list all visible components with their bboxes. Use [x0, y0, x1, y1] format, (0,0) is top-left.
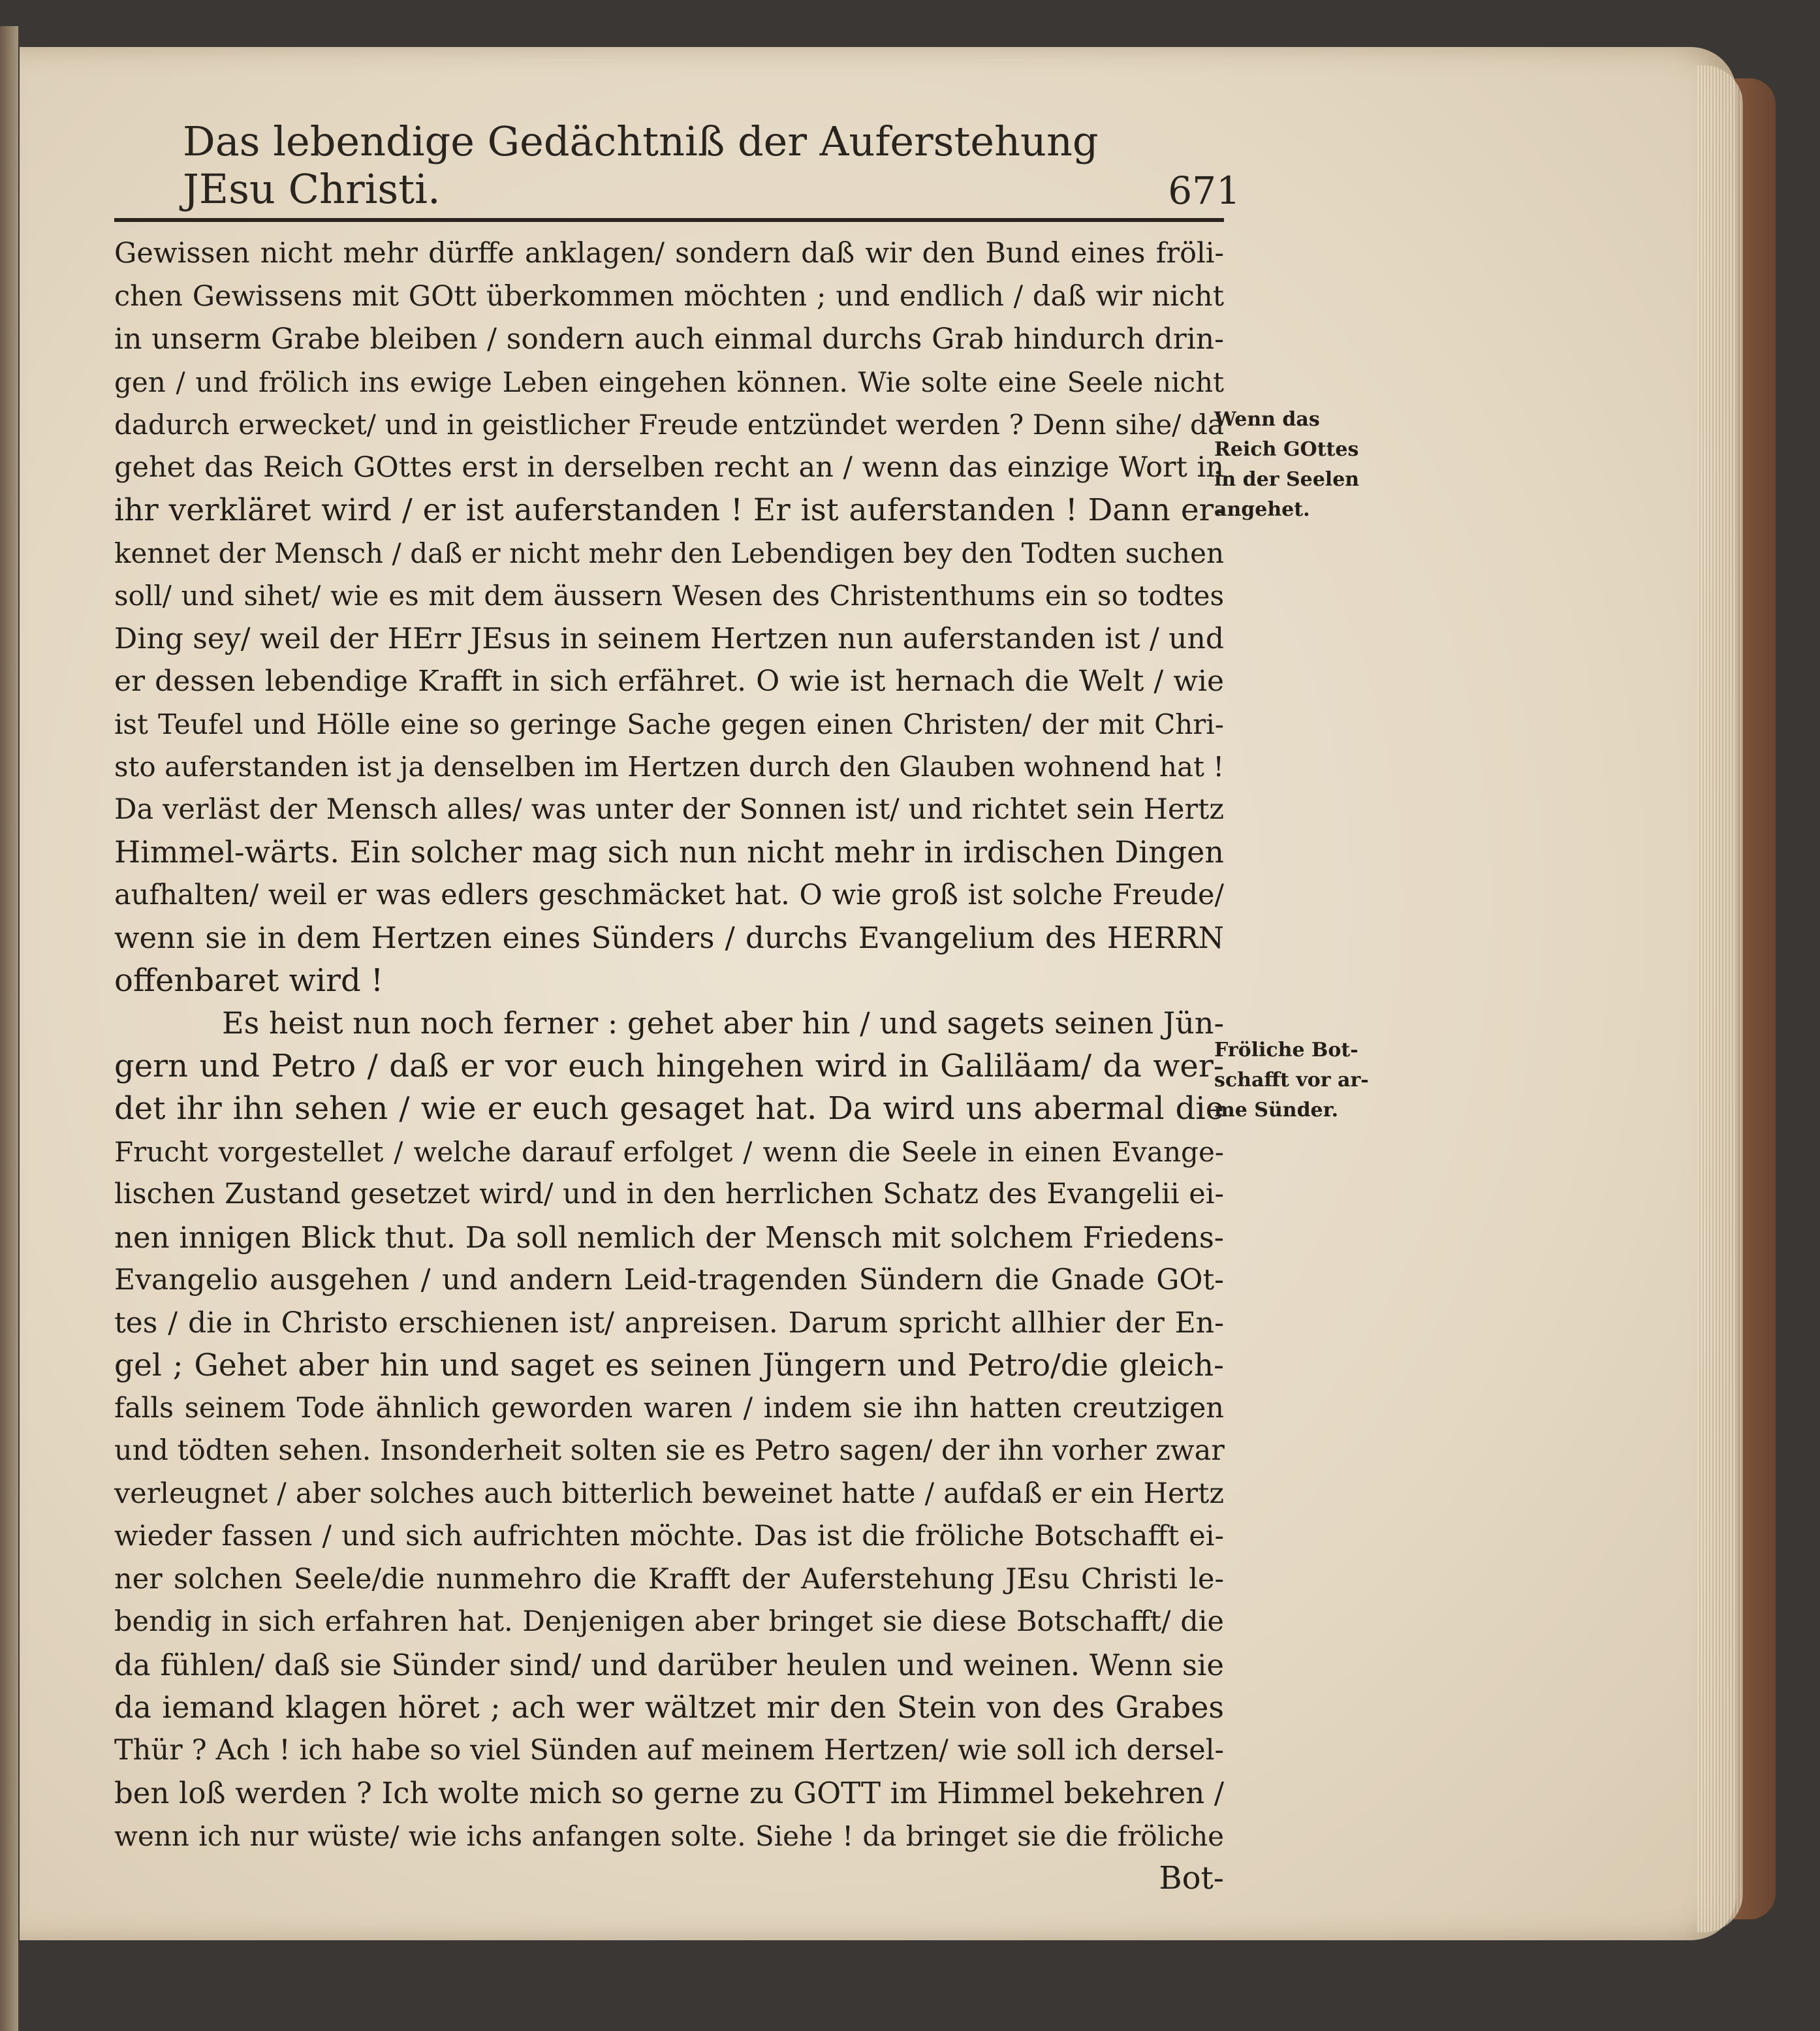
margin-note-line: Wenn das	[1214, 408, 1320, 431]
text-line: Evangelio ausgehen / und andern Leid-tragenden Sündern die Gnade GOt-	[114, 1263, 1224, 1297]
running-header	[183, 118, 1240, 213]
text-line: Es heist nun noch ferner : gehet aber hin / und sagets seinen Jün-	[222, 1005, 1224, 1041]
text-line: soll/ und sihet/ wie es mit dem äussern Wesen des Christenthums ein so todtes	[114, 580, 1224, 612]
text-line: ihr verkläret wird / er ist auferstanden ! Er ist auferstanden ! Dann er-	[114, 492, 1224, 528]
text-line: Himmel-wärts. Ein solcher mag sich nun nicht mehr in irdischen Dingen	[114, 834, 1224, 870]
text-line: gen / und frölich ins ewige Leben eingehen können. Wie solte eine Seele nicht	[114, 366, 1224, 398]
text-line: gern und Petro / daß er vor euch hingehen wird in Galiläam/ da wer-	[114, 1047, 1224, 1084]
text-line: aufhalten/ weil er was edlers geschmäcket hat. O wie groß ist solche Freude/	[114, 878, 1224, 911]
text-line: chen Gewissens mit GOtt überkommen möchten ; und endlich / daß wir nicht	[114, 279, 1224, 313]
text-line: Gewissen nicht mehr dürffe anklagen/ sondern daß wir den Bund eines fröli-	[114, 237, 1224, 270]
left-page-edge	[0, 26, 18, 2031]
text-line: falls seinem Tode ähnlich geworden waren / indem sie ihn hatten creutzigen	[114, 1391, 1224, 1425]
running-title: Das lebendige Gedächtniß der Auferstehung JEsu Christi.	[183, 118, 1099, 213]
text-line: da iemand klagen höret ; ach wer wältzet mir den Stein von des Grabes	[114, 1690, 1224, 1725]
text-line: Da verläst der Mensch alles/ was unter der Sonnen ist/ und richtet sein Hertz	[114, 793, 1224, 826]
page-number: 671	[1168, 168, 1240, 213]
margin-note-froeliche-botschafft	[1214, 1035, 1371, 1126]
catchword: Bot-	[1159, 1860, 1224, 1897]
margin-note-line: Fröliche Bot-	[1214, 1039, 1358, 1062]
text-line: er dessen lebendige Krafft in sich erfähret. O wie ist hernach die Welt / wie	[114, 665, 1224, 698]
text-line: bendig in sich erfahren hat. Denjenigen aber bringet sie diese Botschafft/ die	[114, 1605, 1224, 1638]
text-line: nen innigen Blick thut. Da soll nemlich der Mensch mit solchem Friedens-	[114, 1220, 1224, 1255]
text-line: wenn sie in dem Hertzen eines Sünders / durchs Evangelium des HERRN	[114, 921, 1224, 955]
text-line: Thür ? Ach ! ich habe so viel Sünden auf meinem Hertzen/ wie soll ich dersel-	[114, 1733, 1224, 1767]
text-line: sto auferstanden ist ja denselben im Hertzen durch den Glauben wohnend hat !	[114, 751, 1225, 783]
text-line: verleugnet / aber solches auch bitterlich beweinet hatte / aufdaß er ein Hertz	[114, 1477, 1224, 1510]
text-line: in unserm Grabe bleiben / sondern auch einmal durchs Grab hindurch drin-	[114, 323, 1224, 356]
margin-note-line: in der Seelen	[1214, 468, 1360, 491]
body-text	[114, 232, 1224, 1900]
text-line: det ihr ihn sehen / wie er euch gesaget hat. Da wird uns abermal die	[114, 1090, 1224, 1127]
header-rule	[114, 218, 1224, 222]
text-line: Frucht vorgestellet / welche darauf erfolget / wenn die Seele in einen Evange-	[114, 1135, 1224, 1168]
text-line: gel ; Gehet aber hin und saget es seinen Jüngern und Petro/die gleich-	[114, 1347, 1224, 1383]
text-line: und tödten sehen. Insonderheit solten sie es Petro sagen/ der ihn vorher zwar	[114, 1434, 1225, 1467]
page-stack-edge	[1697, 65, 1743, 1932]
margin-note-line: angehet.	[1214, 498, 1310, 521]
text-line: da fühlen/ daß sie Sünder sind/ und darüber heulen und weinen. Wenn sie	[114, 1647, 1224, 1682]
margin-note-reich-gottes	[1214, 405, 1371, 525]
text-line: offenbaret wird !	[114, 962, 384, 999]
text-line: gehet das Reich GOttes erst in derselben recht an / wenn das einzige Wort in	[114, 450, 1224, 484]
text-line: lischen Zustand gesetzet wird/ und in den herrlichen Schatz des Evangelii ei-	[114, 1178, 1224, 1210]
margin-note-line: me Sünder.	[1214, 1099, 1339, 1122]
text-line: tes / die in Christo erschienen ist/ anpreisen. Darum spricht allhier der En-	[114, 1306, 1224, 1340]
text-line: ner solchen Seele/die nunmehro die Krafft der Auferstehung JEsu Christi le-	[114, 1562, 1224, 1596]
text-line: Ding sey/ weil der HErr JEsus in seinem Hertzen nun auferstanden ist / und	[114, 622, 1224, 655]
text-line: dadurch erwecket/ und in geistlicher Freude entzündet werden ? Denn sihe/ da	[114, 409, 1224, 441]
text-line: ist Teufel und Hölle eine so geringe Sache gegen einen Christen/ der mit Chri-	[114, 708, 1224, 740]
text-line: wieder fassen / und sich aufrichten möchte. Das ist die fröliche Botschafft ei-	[114, 1520, 1224, 1552]
text-line: kennet der Mensch / daß er nicht mehr den Lebendigen bey den Todten suchen	[114, 537, 1224, 569]
margin-note-line: Reich GOttes	[1214, 438, 1359, 461]
margin-note-line: schafft vor ar-	[1214, 1069, 1369, 1092]
text-line: ben loß werden ? Ich wolte mich so gerne zu GOTT im Himmel bekehren /	[114, 1776, 1224, 1810]
text-line: wenn ich nur wüste/ wie ichs anfangen solte. Siehe ! da bringet sie die fröliche	[114, 1819, 1224, 1852]
